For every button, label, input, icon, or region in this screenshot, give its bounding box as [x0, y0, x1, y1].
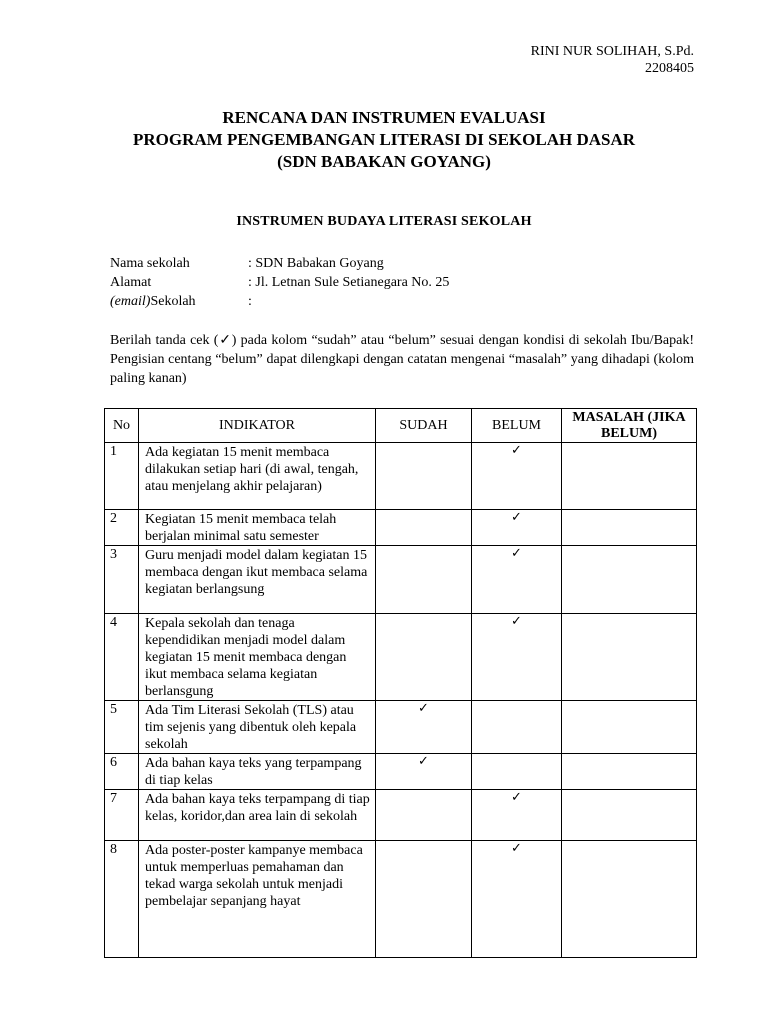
title-line-3: (SDN BABAKAN GOYANG) [277, 152, 491, 171]
school-email-label-italic: (email) [110, 294, 151, 309]
belum-cell[interactable] [472, 546, 562, 614]
title-line-2: PROGRAM PENGEMBANGAN LITERASI DI SEKOLAH DASAR [132, 130, 636, 149]
school-email-label [110, 292, 248, 311]
checkmark-icon: ✓ [418, 754, 429, 769]
sudah-cell[interactable] [376, 510, 472, 546]
checkmark-icon: ✓ [511, 443, 522, 458]
table-header-row [105, 409, 697, 443]
table-row [105, 841, 697, 958]
masalah-cell[interactable] [562, 510, 697, 546]
checkmark-icon: ✓ [511, 614, 522, 629]
table-row [105, 510, 697, 546]
masalah-cell[interactable] [562, 790, 697, 841]
table-row [105, 790, 697, 841]
masalah-cell[interactable] [562, 443, 697, 510]
school-info [110, 254, 449, 311]
belum-cell[interactable] [472, 701, 562, 754]
school-name-row [110, 254, 449, 273]
sudah-cell[interactable] [376, 754, 472, 790]
document-title [0, 107, 768, 173]
school-name-value: : SDN Babakan Goyang [248, 256, 384, 271]
header-indikator: INDIKATOR [139, 409, 376, 443]
instruction-paragraph: Berilah tanda cek (✓) pada kolom “sudah” atau “belum” sesuai dengan kondisi di sekolah Ibu/Bapak! Pengisian centang “belum” dapat dilengkapi dengan catatan mengenai “masalah” yang dihadapi (kolom paling kanan) [110, 333, 694, 386]
belum-cell[interactable] [472, 841, 562, 958]
masalah-cell[interactable] [562, 754, 697, 790]
title-line-1: RENCANA DAN INSTRUMEN EVALUASI [222, 108, 546, 127]
belum-cell[interactable] [472, 443, 562, 510]
row-indikator: Ada Tim Literasi Sekolah (TLS) atau tim sejenis yang dibentuk oleh kepala sekolah [139, 701, 376, 754]
school-email-value: : [248, 294, 252, 309]
row-indikator: Kepala sekolah dan tenaga kependidikan menjadi model dalam kegiatan 15 menit membaca dengan ikut membaca selama kegiatan berlansgung [139, 614, 376, 701]
row-number: 4 [105, 614, 139, 701]
evaluation-table [104, 408, 697, 958]
masalah-cell[interactable] [562, 546, 697, 614]
sudah-cell[interactable] [376, 443, 472, 510]
sudah-cell[interactable] [376, 790, 472, 841]
sudah-cell[interactable] [376, 701, 472, 754]
row-indikator: Ada bahan kaya teks yang terpampang di tiap kelas [139, 754, 376, 790]
belum-cell[interactable] [472, 790, 562, 841]
table-row [105, 546, 697, 614]
row-number: 2 [105, 510, 139, 546]
checkmark-icon: ✓ [511, 841, 522, 856]
header-belum: BELUM [472, 409, 562, 443]
row-number: 5 [105, 701, 139, 754]
sudah-cell[interactable] [376, 614, 472, 701]
school-address-row [110, 273, 449, 292]
row-number: 1 [105, 443, 139, 510]
school-email-label-rest: Sekolah [150, 294, 196, 309]
sudah-cell[interactable] [376, 841, 472, 958]
checkmark-icon: ✓ [511, 790, 522, 805]
header-masalah: MASALAH (JIKA BELUM) [562, 409, 697, 443]
checkmark-icon: ✓ [418, 701, 429, 716]
row-number: 8 [105, 841, 139, 958]
school-address-value: : Jl. Letnan Sule Setianegara No. 25 [248, 275, 450, 290]
header-no: No [105, 409, 139, 443]
row-indikator: Ada kegiatan 15 menit membaca dilakukan setiap hari (di awal, tengah, atau menjelang akhir pelajaran) [139, 443, 376, 510]
row-indikator: Guru menjadi model dalam kegiatan 15 membaca dengan ikut membaca selama kegiatan berlangsung [139, 546, 376, 614]
table-row [105, 754, 697, 790]
row-number: 6 [105, 754, 139, 790]
belum-cell[interactable] [472, 614, 562, 701]
checkmark-icon: ✓ [511, 510, 522, 525]
sudah-cell[interactable] [376, 546, 472, 614]
school-address-label: Alamat [110, 275, 152, 290]
author-block [531, 43, 694, 77]
row-number: 3 [105, 546, 139, 614]
row-indikator: Ada poster-poster kampanye membaca untuk memperluas pemahaman dan tekad warga sekolah untuk menjadi pembelajar sepanjang hayat [139, 841, 376, 958]
masalah-cell[interactable] [562, 701, 697, 754]
masalah-cell[interactable] [562, 841, 697, 958]
masalah-cell[interactable] [562, 614, 697, 701]
row-indikator: Kegiatan 15 menit membaca telah berjalan minimal satu semester [139, 510, 376, 546]
header-sudah: SUDAH [376, 409, 472, 443]
author-name: RINI NUR SOLIHAH, S.Pd. [530, 44, 694, 59]
belum-cell[interactable] [472, 510, 562, 546]
table-row [105, 614, 697, 701]
checkmark-icon: ✓ [511, 546, 522, 561]
author-id: 2208405 [645, 61, 694, 76]
table-body [105, 443, 697, 958]
belum-cell[interactable] [472, 754, 562, 790]
school-email-row [110, 292, 449, 311]
table-row [105, 701, 697, 754]
row-number: 7 [105, 790, 139, 841]
table-row [105, 443, 697, 510]
document-subtitle: INSTRUMEN BUDAYA LITERASI SEKOLAH [236, 214, 532, 229]
school-name-label: Nama sekolah [110, 256, 190, 271]
row-indikator: Ada bahan kaya teks terpampang di tiap kelas, koridor,dan area lain di sekolah [139, 790, 376, 841]
